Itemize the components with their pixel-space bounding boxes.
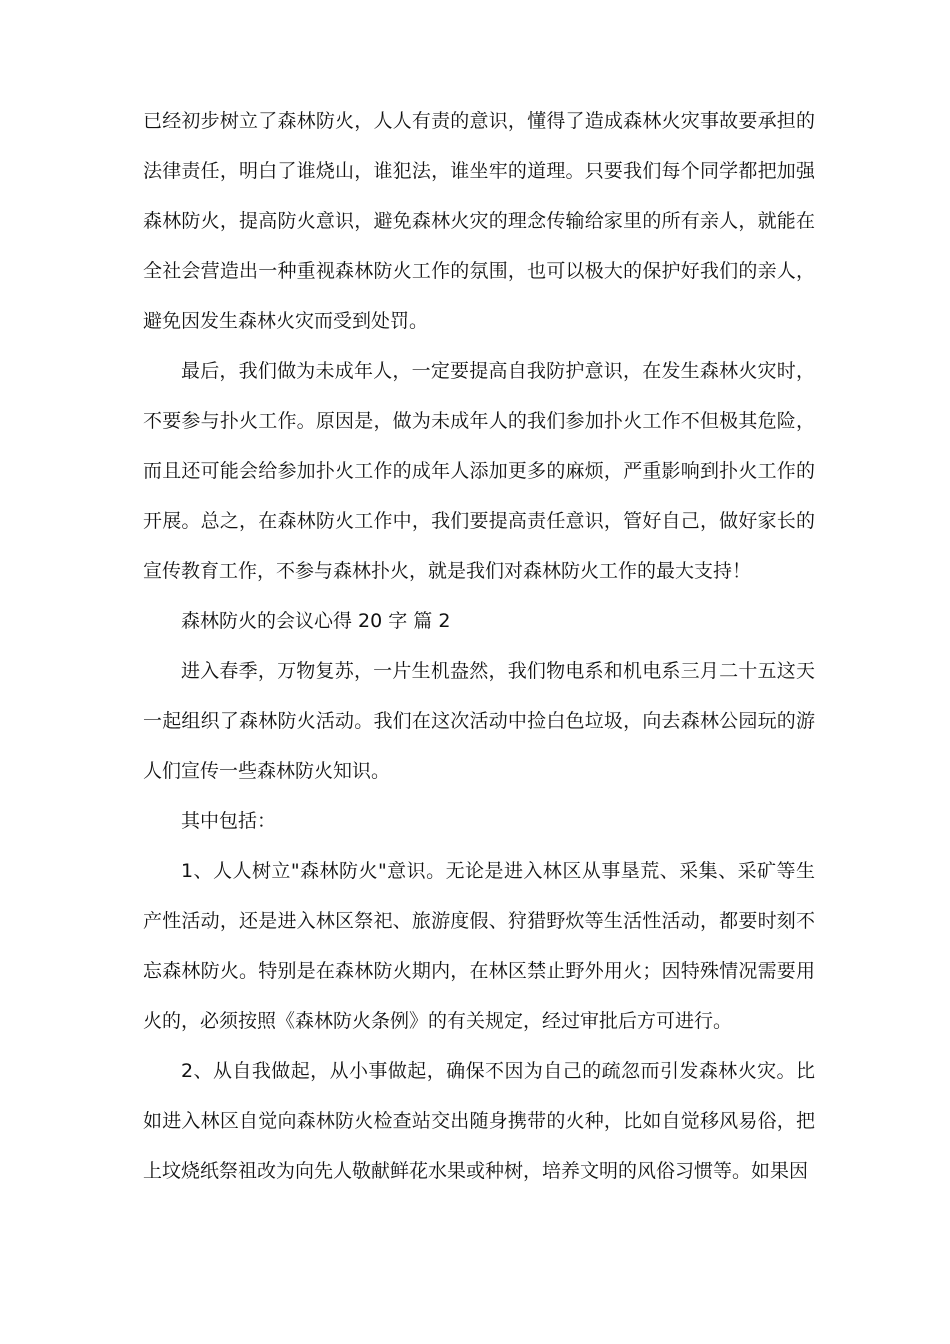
list-item-1: 1、人人树立"森林防火"意识。无论是进入林区从事垦荒、采集、采矿等生产性活动，还是进入林区祭祀、旅游度假、狩猎野炊等生活性活动，都要时刻不忘森林防火。特别是在森林防火期内，在林区禁止野外用火；因特殊情况需要用火的，必须按照《森林防火条例》的有关规定，经过审批后方可进行。 xyxy=(143,860,815,1032)
paragraph-3: 进入春季，万物复苏，一片生机盎然，我们物电系和机电系三月二十五这天一起组织了森林防火活动。我们在这次活动中捡白色垃圾，向去森林公园玩的游人们宣传一些森林防火知识。 xyxy=(143,660,815,782)
document-page xyxy=(143,96,815,1196)
list-item-2: 2、从自我做起，从小事做起，确保不因为自己的疏忽而引发森林火灾。比如进入林区自觉向森林防火检查站交出随身携带的火种，比如自觉移风易俗，把上坟烧纸祭祖改为向先人敬献鲜花水果或种树，培养文明的风俗习惯等。如果因 xyxy=(143,1060,815,1182)
paragraph-2: 最后，我们做为未成年人，一定要提高自我防护意识，在发生森林火灾时，不要参与扑火工作。原因是，做为未成年人的我们参加扑火工作不但极其危险，而且还可能会给参加扑火工作的成年人添加更多的麻烦，严重影响到扑火工作的开展。总之，在森林防火工作中，我们要提高责任意识，管好自己，做好家长的宣传教育工作，不参与森林扑火，就是我们对森林防火工作的最大支持！ xyxy=(143,360,815,582)
section-heading: 森林防火的会议心得 20 字 篇 2 xyxy=(181,610,451,632)
paragraph-4: 其中包括： xyxy=(181,810,277,832)
paragraph-1: 已经初步树立了森林防火，人人有责的意识，懂得了造成森林火灾事故要承担的法律责任，明白了谁烧山，谁犯法，谁坐牢的道理。只要我们每个同学都把加强森林防火，提高防火意识，避免森林火灾的理念传输给家里的所有亲人，就能在全社会营造出一种重视森林防火工作的氛围，也可以极大的保护好我们的亲人，避免因发生森林火灾而受到处罚。 xyxy=(143,110,815,332)
